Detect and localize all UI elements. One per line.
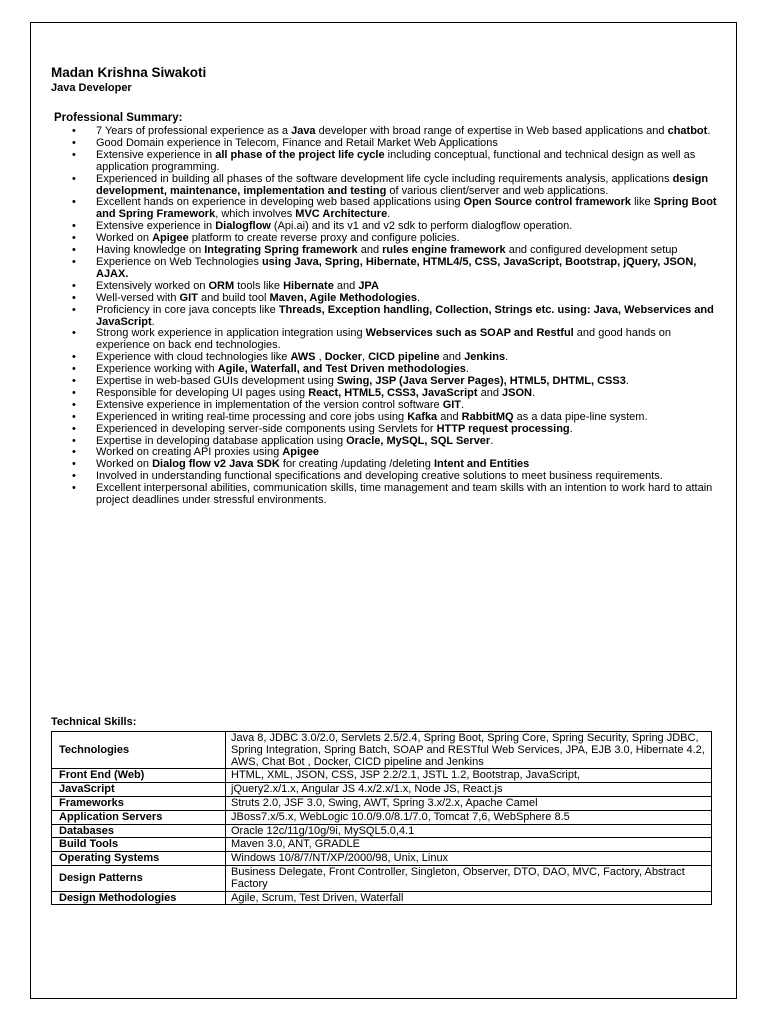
skill-value: jQuery2.x/1.x, Angular JS 4.x/2.x/1.x, Node JS, React.js xyxy=(226,783,712,797)
skill-value: Business Delegate, Front Controller, Singleton, Observer, DTO, DAO, MVC, Factory, Abstract Factory xyxy=(226,865,712,891)
summary-heading: Professional Summary: xyxy=(54,112,183,124)
summary-item-text: . xyxy=(465,363,469,376)
summary-item-text: , which involves xyxy=(215,208,296,221)
summary-item-bold-text: Agile, Waterfall, and Test Driven methodologies xyxy=(217,363,466,376)
skills-row xyxy=(52,838,712,852)
summary-item-bold-text: Maven, Agile Methodologies xyxy=(269,291,417,304)
summary-list xyxy=(58,126,718,507)
summary-item-text: . xyxy=(387,208,391,221)
skill-category: Build Tools xyxy=(52,838,226,852)
summary-item xyxy=(58,257,718,281)
skill-value: JBoss7.x/5.x, WebLogic 10.0/9.0/8.1/7.0, Tomcat 7,6, WebSphere 8.5 xyxy=(226,810,712,824)
summary-item-bold-text: all phase of the project life cycle xyxy=(215,148,385,161)
summary-item-text: Worked on creating API proxies using xyxy=(96,446,283,459)
summary-item-text: Proficiency in core java concepts like xyxy=(96,303,279,316)
summary-item-text: Well-versed with xyxy=(96,291,180,304)
summary-item-text: Expertise in web-based GUIs development using xyxy=(96,375,337,388)
summary-item-text: Extensive experience in xyxy=(96,220,216,233)
skills-row xyxy=(52,796,712,810)
summary-item-bold-text: Intent and Entities xyxy=(433,458,530,471)
skill-value: HTML, XML, JSON, CSS, JSP 2.2/2.1, JSTL 1.2, Bootstrap, JavaScript, xyxy=(226,769,712,783)
summary-item-text: Involved in understanding functional specifications and developing creative solutions to meet business requirements. xyxy=(96,470,663,483)
summary-item-text: . xyxy=(461,398,465,411)
candidate-name: Madan Krishna Siwakoti xyxy=(51,65,207,80)
skill-category: Application Servers xyxy=(52,810,226,824)
skill-category: Design Methodologies xyxy=(52,891,226,905)
summary-item-text: Expertise in developing database application using xyxy=(96,434,347,447)
summary-item-text: and configured development setup xyxy=(505,244,678,257)
summary-item-text: . xyxy=(505,351,509,364)
summary-item-text: and xyxy=(477,386,503,399)
summary-item-bold-text: CICD pipeline xyxy=(368,351,440,364)
summary-item xyxy=(58,197,718,221)
summary-item-bold-text: JPA xyxy=(358,279,379,292)
summary-item-text: Experience working with xyxy=(96,363,218,376)
summary-item-text: platform to create reverse proxy and configure policies. xyxy=(188,232,460,245)
summary-item-bold-text: Webservices such as SOAP and Restful xyxy=(365,327,574,340)
summary-item-text: of various client/server and web applications. xyxy=(386,184,609,197)
skill-category: JavaScript xyxy=(52,783,226,797)
summary-item-text: Strong work experience in application integration using xyxy=(96,327,366,340)
summary-item-bold-text: Threads, Exception handling, Collection, Strings etc. using: Java, Webservices and JavaScript xyxy=(96,303,714,328)
skills-heading: Technical Skills: xyxy=(51,716,137,728)
skills-row xyxy=(52,783,712,797)
summary-item-text: , xyxy=(315,351,325,364)
summary-item-text: Extensively worked on xyxy=(96,279,209,292)
skills-row xyxy=(52,769,712,783)
summary-item-text: Experience with cloud technologies like xyxy=(96,351,291,364)
skills-row xyxy=(52,824,712,838)
summary-item-text: and good hands on experience on back end technologies. xyxy=(96,327,672,352)
summary-item xyxy=(58,174,718,198)
skill-category: Front End (Web) xyxy=(52,769,226,783)
summary-item xyxy=(58,150,718,174)
skill-value: Windows 10/8/7/NT/XP/2000/98, Unix, Linux xyxy=(226,852,712,866)
summary-item-bold-text: React, HTML5, CSS3, JavaScript xyxy=(308,386,478,399)
summary-item-bold-text: AWS xyxy=(290,351,316,364)
summary-item-bold-text: Java xyxy=(291,125,316,137)
summary-item-text: Experienced in writing real-time processing and core jobs using xyxy=(96,410,408,423)
summary-item-bold-text: GIT xyxy=(442,398,462,411)
summary-item-text: Excellent hands on experience in developing web based applications using xyxy=(96,196,464,209)
summary-item-bold-text: Oracle, MySQL, SQL Server xyxy=(346,434,491,447)
summary-item-text: Having knowledge on xyxy=(96,244,205,257)
summary-item-bold-text: Jenkins xyxy=(464,351,506,364)
summary-item-bold-text: Dialog flow v2 Java SDK xyxy=(152,458,280,471)
skill-category: Technologies xyxy=(52,732,226,769)
summary-item-text: Excellent interpersonal abilities, communication skills, time management and team skills with an intention to work hard to attain project deadlines under stressful environments. xyxy=(96,482,713,507)
summary-item-text: . xyxy=(490,434,494,447)
summary-item-text: like xyxy=(631,196,654,209)
summary-item-bold-text: JSON xyxy=(502,386,532,399)
summary-item-text: , xyxy=(361,351,369,364)
skill-category: Databases xyxy=(52,824,226,838)
summary-item-bold-text: ORM xyxy=(208,279,235,292)
summary-item-text: and xyxy=(437,410,462,423)
skill-value: Java 8, JDBC 3.0/2.0, Servlets 2.5/2.4, Spring Boot, Spring Core, Spring Security, Spring JDBC, Spring Integration, Spring Batch, SOAP and RESTful Web Services, JPA, EJB 3.0, Hibernate 4.2, AWS, Chat Bot , Docker, CICD pipeline and Jenkins xyxy=(226,732,712,769)
skill-category: Frameworks xyxy=(52,796,226,810)
summary-item-bold-text: MVC Architecture xyxy=(295,208,388,221)
summary-item-text: and xyxy=(333,279,359,292)
skills-row xyxy=(52,865,712,891)
skills-row xyxy=(52,732,712,769)
summary-item-bold-text: Dialogflow xyxy=(215,220,271,233)
summary-item-text: Extensive experience in xyxy=(96,148,216,161)
summary-item-text: . xyxy=(151,315,155,328)
summary-item-bold-text: HTTP request processing xyxy=(436,422,570,435)
summary-item-text: Worked on xyxy=(96,458,153,471)
summary-item-text: as a data pipe-line system. xyxy=(513,410,648,423)
summary-item-text: Extensive experience in implementation of the version control software xyxy=(96,398,443,411)
summary-item-text: Experience on Web Technologies xyxy=(96,255,262,268)
summary-item-text: . xyxy=(531,386,536,399)
summary-item-text: and xyxy=(439,351,465,364)
summary-item-text: Responsible for developing UI pages using xyxy=(96,386,309,399)
skill-value: Maven 3.0, ANT, GRADLE xyxy=(226,838,712,852)
summary-item-bold-text: Integrating Spring framework xyxy=(204,244,358,257)
summary-item-text: (Api.ai) and its v1 and v2 sdk to perform dialogflow operation. xyxy=(270,220,573,233)
summary-item-text: Experienced in building all phases of the software development life cycle including requirements analysis, applications xyxy=(96,172,673,185)
summary-item-text: for creating /updating /deleting xyxy=(279,458,434,471)
summary-item-text: developer with broad range of expertise in Web based applications and xyxy=(315,125,668,137)
summary-item-bold-text: Apigee xyxy=(282,446,319,459)
summary-item-text: Worked on xyxy=(96,232,153,245)
summary-item xyxy=(58,483,718,507)
summary-item-text: . xyxy=(416,291,421,304)
summary-item-bold-text: chatbot xyxy=(667,125,708,137)
summary-item xyxy=(58,328,718,352)
summary-item-bold-text: Hibernate xyxy=(283,279,334,292)
skill-value: Struts 2.0, JSF 3.0, Swing, AWT, Spring 3.x/2.x, Apache Camel xyxy=(226,796,712,810)
summary-item-bold-text: design development, maintenance, implementation and testing xyxy=(96,172,709,197)
summary-item-bold-text: Open Source control framework xyxy=(463,196,632,209)
skills-row xyxy=(52,891,712,905)
summary-item-bold-text: Docker xyxy=(324,351,362,364)
summary-item-text: and xyxy=(357,244,383,257)
skills-row xyxy=(52,810,712,824)
summary-item-text: . xyxy=(707,125,711,137)
summary-item-bold-text: Swing, JSP (Java Server Pages), HTML5, DHTML, CSS3 xyxy=(336,375,626,388)
summary-item-text: Good Domain experience in Telecom, Finance and Retail Market Web Applications xyxy=(96,136,498,149)
summary-item-bold-text: GIT xyxy=(179,291,198,304)
summary-item-text: . xyxy=(569,422,573,435)
skill-value: Oracle 12c/11g/10g/9i, MySQL5.0,4.1 xyxy=(226,824,712,838)
summary-item-bold-text: rules engine framework xyxy=(382,244,506,257)
skill-category: Design Patterns xyxy=(52,865,226,891)
summary-item-bold-text: RabbitMQ xyxy=(461,410,514,423)
summary-item-text: Experienced in developing server-side components using Servlets for xyxy=(96,422,437,435)
skills-row xyxy=(52,852,712,866)
summary-item-bold-text: using Java, Spring, Hibernate, HTML4/5, CSS, JavaScript, Bootstrap, jQuery, JSON, AJAX. xyxy=(96,255,697,280)
summary-item-bold-text: Apigee xyxy=(152,232,189,245)
summary-item-bold-text: Spring Boot and Spring Framework xyxy=(96,196,717,221)
summary-item-text: including conceptual, functional and technical design as well as application programming. xyxy=(96,148,696,173)
skills-table xyxy=(51,731,712,905)
summary-item-text: . xyxy=(625,375,629,388)
skill-category: Operating Systems xyxy=(52,852,226,866)
skill-value: Agile, Scrum, Test Driven, Waterfall xyxy=(226,891,712,905)
summary-item-text: and build tool xyxy=(197,291,270,304)
candidate-role: Java Developer xyxy=(51,82,132,94)
summary-item-bold-text: Kafka xyxy=(407,410,438,423)
summary-item-text: tools like xyxy=(234,279,284,292)
summary-item xyxy=(58,305,718,329)
summary-item-text: 7 Years of professional experience as a xyxy=(96,125,292,137)
